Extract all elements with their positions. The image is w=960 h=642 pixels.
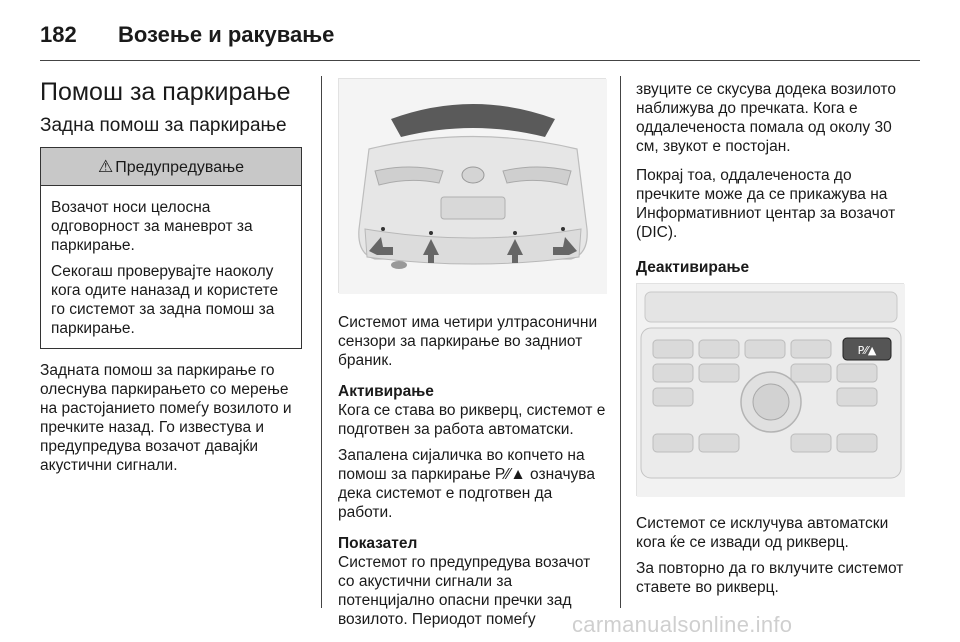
sensor-dot: [381, 227, 385, 231]
deactivation-paragraph-2: За повторно да го вклучите системот ставете во рикверц.: [636, 560, 904, 596]
activation-paragraph-1: Кога се става во рикверц, системот е подготвен за работа автоматски.: [338, 402, 606, 438]
sensor-dot: [429, 231, 433, 235]
column-2: [338, 70, 606, 636]
park-assist-icon: P⁄⁄▲: [857, 344, 877, 357]
car-rear-sensors-figure: [338, 78, 606, 293]
dic-paragraph: Покрај тоа, оддалеченоста до пречките може да се прикажува на Информативниот центар за возачот (DIC).: [636, 167, 896, 241]
deactivation-heading: Деактивирање: [636, 259, 750, 276]
intro-paragraph: Задната помош за паркирање го олеснува паркирањето со мерење на растојанието помеѓу возилото и пречките назад. Го известува и предупредува возачот давајќи акустични сигнали.: [40, 362, 292, 474]
emblem: [462, 167, 484, 183]
column-divider-2: [620, 76, 621, 608]
continuation-paragraph: звуците се скусува додека возилото наближува до пречката. Кога е оддалеченоста помала од околу 30 см, звукот е постојан.: [636, 81, 896, 155]
page-header: [40, 20, 920, 62]
warning-header: [41, 148, 301, 186]
column-3: [636, 80, 906, 604]
warning-paragraph-1: Возачот носи целосна одговорност за маневрот за паркирање.: [51, 199, 253, 254]
indicator-block: [338, 534, 606, 629]
exhaust-pipe: [391, 261, 407, 269]
section-title: Помош за паркирање: [40, 78, 291, 106]
deactivation-paragraph-1: Системот се исклучува автоматски кога ќе се извади од рикверц.: [636, 515, 889, 551]
column-divider-1: [321, 76, 322, 608]
subsection-title: Задна помош за паркирање: [40, 115, 287, 136]
activation-block: [338, 382, 606, 522]
page-number: 182: [40, 22, 77, 47]
column-1: [40, 70, 305, 482]
warning-paragraph-2: Секогаш проверувајте наоколу кога одите наназад и користете го системот за задна помош за паркирање.: [51, 263, 279, 337]
warning-box: [40, 147, 302, 349]
dashboard-illustration: [637, 284, 905, 497]
activation-heading: Активирање: [338, 383, 434, 400]
header-rule: [40, 60, 920, 61]
sensors-paragraph: Системот има четири ултрасонични сензори за паркирање во задниот браник.: [338, 314, 598, 369]
indicator-heading: Показател: [338, 535, 418, 552]
warning-triangle-icon: ⚠: [97, 157, 114, 176]
dashboard-figure: [636, 283, 904, 496]
car-rear-illustration: [339, 79, 607, 294]
indicator-paragraph: Системот го предупредува возачот со акустични сигнали за потенцијално опасни пречки зад возилото. Периодот помеѓу: [338, 554, 591, 628]
warning-body: [41, 186, 301, 348]
warning-title: Предупредување: [115, 159, 245, 176]
watermark: carmanualsonline.info: [572, 612, 793, 637]
activation-paragraph-2: Запалена сијаличка во копчето на помош за паркирање P⁄⁄▲ означува дека системот е подготвен да работи.: [338, 447, 595, 521]
sensor-dot: [561, 227, 565, 231]
plate-recess: [441, 197, 505, 219]
top-vent: [645, 292, 897, 322]
running-title: Возење и ракување: [118, 22, 335, 47]
sensor-dot: [513, 231, 517, 235]
center-knob-inner: [753, 384, 789, 420]
